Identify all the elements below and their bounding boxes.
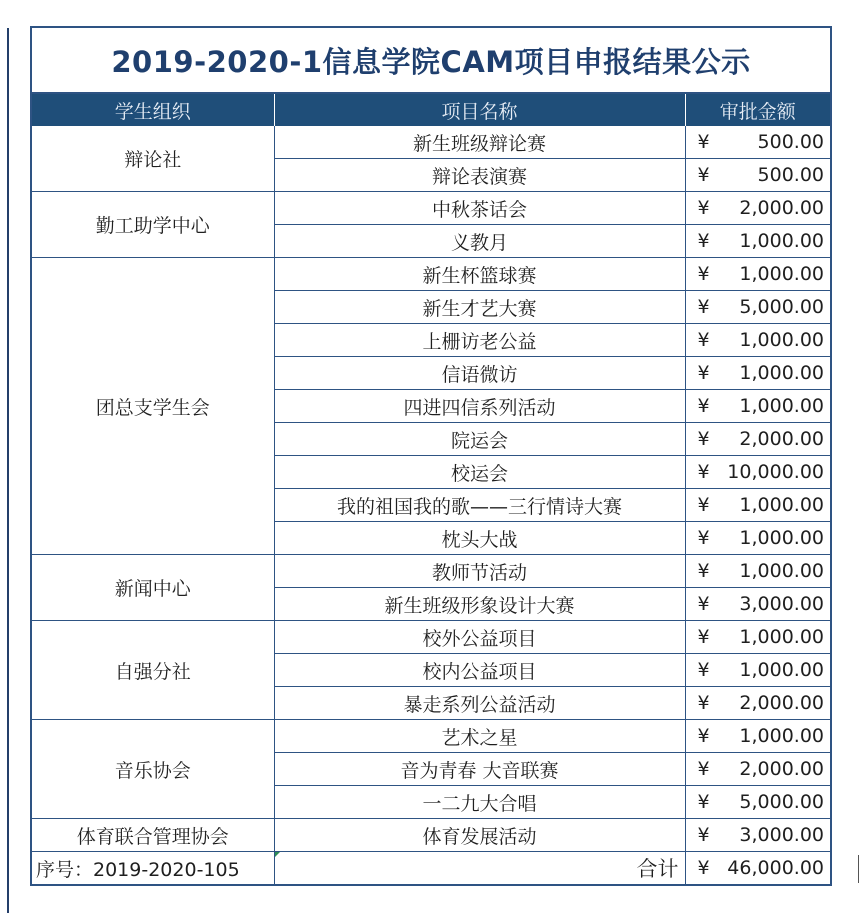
amount-cell[interactable] <box>685 126 830 159</box>
amount-value: 500.00 <box>757 131 824 153</box>
amount-value: 5,000.00 <box>739 296 824 318</box>
project-cell[interactable]: 校运会 <box>274 456 685 489</box>
currency-symbol: ¥ <box>697 164 710 186</box>
currency-symbol: ¥ <box>697 824 710 846</box>
table-row <box>32 555 830 588</box>
amount-value: 1,000.00 <box>739 230 824 252</box>
amount-cell[interactable] <box>685 324 830 357</box>
currency-symbol: ¥ <box>697 626 710 648</box>
project-cell[interactable]: 教师节活动 <box>274 555 685 588</box>
project-cell[interactable]: 上栅访老公益 <box>274 324 685 357</box>
currency-symbol: ¥ <box>697 527 710 549</box>
announcement-sheet <box>30 26 832 886</box>
currency-symbol: ¥ <box>697 329 710 351</box>
table-row <box>32 720 830 753</box>
currency-symbol: ¥ <box>697 461 710 483</box>
header-amount: 审批金额 <box>685 94 830 126</box>
amount-cell[interactable] <box>685 786 830 819</box>
amount-cell[interactable] <box>685 225 830 258</box>
project-cell[interactable]: 枕头大战 <box>274 522 685 555</box>
project-cell[interactable]: 校外公益项目 <box>274 621 685 654</box>
project-cell[interactable]: 辩论表演赛 <box>274 159 685 192</box>
results-table <box>32 94 830 884</box>
page-title: 2019-2020-1信息学院CAM项目申报结果公示 <box>32 28 830 94</box>
header-project: 项目名称 <box>274 94 685 126</box>
project-cell[interactable]: 暴走系列公益活动 <box>274 687 685 720</box>
currency-symbol: ¥ <box>697 362 710 384</box>
org-cell[interactable]: 体育联合管理协会 <box>32 819 274 852</box>
org-cell[interactable]: 辩论社 <box>32 126 274 192</box>
amount-value: 1,000.00 <box>739 527 824 549</box>
project-cell[interactable]: 校内公益项目 <box>274 654 685 687</box>
amount-cell[interactable] <box>685 357 830 390</box>
currency-symbol: ¥ <box>697 131 710 153</box>
left-gridline <box>7 28 9 913</box>
header-org: 学生组织 <box>32 94 274 126</box>
table-row <box>32 258 830 291</box>
amount-cell[interactable] <box>685 621 830 654</box>
table-body <box>32 126 830 884</box>
amount-value: 3,000.00 <box>739 593 824 615</box>
org-cell[interactable]: 自强分社 <box>32 621 274 720</box>
project-cell[interactable]: 四进四信系列活动 <box>274 390 685 423</box>
currency-symbol: ¥ <box>697 791 710 813</box>
org-cell[interactable]: 音乐协会 <box>32 720 274 819</box>
currency-symbol: ¥ <box>697 758 710 780</box>
project-cell[interactable]: 中秋茶话会 <box>274 192 685 225</box>
currency-symbol: ¥ <box>697 725 710 747</box>
currency-symbol: ¥ <box>697 263 710 285</box>
total-label: 合计 <box>636 857 679 881</box>
table-row <box>32 192 830 225</box>
currency-symbol: ¥ <box>697 197 710 219</box>
amount-value: 2,000.00 <box>739 692 824 714</box>
amount-value: 1,000.00 <box>739 725 824 747</box>
org-cell[interactable]: 新闻中心 <box>32 555 274 621</box>
amount-cell[interactable] <box>685 192 830 225</box>
currency-symbol: ¥ <box>697 857 710 879</box>
currency-symbol: ¥ <box>697 230 710 252</box>
amount-value: 2,000.00 <box>739 428 824 450</box>
amount-value: 1,000.00 <box>739 494 824 516</box>
currency-symbol: ¥ <box>697 395 710 417</box>
amount-value: 1,000.00 <box>739 659 824 681</box>
amount-value: 1,000.00 <box>739 560 824 582</box>
project-cell[interactable]: 音为青春 大音联赛 <box>274 753 685 786</box>
serial-number[interactable]: 序号：2019-2020-105 <box>32 852 274 885</box>
project-cell[interactable]: 艺术之星 <box>274 720 685 753</box>
table-row <box>32 621 830 654</box>
project-cell[interactable]: 新生班级形象设计大赛 <box>274 588 685 621</box>
amount-value: 1,000.00 <box>739 263 824 285</box>
amount-cell[interactable] <box>685 291 830 324</box>
amount-cell[interactable] <box>685 456 830 489</box>
project-cell[interactable]: 院运会 <box>274 423 685 456</box>
table-row <box>32 819 830 852</box>
amount-value: 1,000.00 <box>739 329 824 351</box>
amount-value: 2,000.00 <box>739 197 824 219</box>
amount-cell[interactable] <box>685 390 830 423</box>
org-cell[interactable]: 团总支学生会 <box>32 258 274 555</box>
amount-value: 10,000.00 <box>727 461 824 483</box>
project-cell[interactable]: 体育发展活动 <box>274 819 685 852</box>
amount-value: 3,000.00 <box>739 824 824 846</box>
amount-value: 1,000.00 <box>739 626 824 648</box>
amount-cell[interactable] <box>685 159 830 192</box>
amount-cell[interactable] <box>685 654 830 687</box>
amount-cell[interactable] <box>685 489 830 522</box>
currency-symbol: ¥ <box>697 692 710 714</box>
total-amount: 46,000.00 <box>727 857 824 879</box>
currency-symbol: ¥ <box>697 560 710 582</box>
amount-cell[interactable] <box>685 258 830 291</box>
project-cell[interactable]: 信语微访 <box>274 357 685 390</box>
amount-cell[interactable] <box>685 423 830 456</box>
currency-symbol: ¥ <box>697 494 710 516</box>
amount-value: 500.00 <box>757 164 824 186</box>
total-amount-cell[interactable] <box>685 852 830 885</box>
currency-symbol: ¥ <box>697 659 710 681</box>
amount-cell[interactable] <box>685 753 830 786</box>
amount-value: 1,000.00 <box>739 395 824 417</box>
currency-symbol: ¥ <box>697 428 710 450</box>
currency-symbol: ¥ <box>697 296 710 318</box>
project-cell[interactable]: 新生才艺大赛 <box>274 291 685 324</box>
org-cell[interactable]: 勤工助学中心 <box>32 192 274 258</box>
cell-comment-marker <box>275 852 280 857</box>
amount-cell[interactable] <box>685 720 830 753</box>
amount-cell[interactable] <box>685 588 830 621</box>
amount-cell[interactable] <box>685 687 830 720</box>
amount-cell[interactable] <box>685 522 830 555</box>
right-gridline <box>858 855 859 883</box>
total-label-cell[interactable] <box>274 852 685 885</box>
amount-value: 5,000.00 <box>739 791 824 813</box>
project-cell[interactable]: 一二九大合唱 <box>274 786 685 819</box>
table-row <box>32 126 830 159</box>
amount-cell[interactable] <box>685 819 830 852</box>
project-cell[interactable]: 新生杯篮球赛 <box>274 258 685 291</box>
amount-cell[interactable] <box>685 555 830 588</box>
project-cell[interactable]: 我的祖国我的歌——三行情诗大赛 <box>274 489 685 522</box>
project-cell[interactable]: 义教月 <box>274 225 685 258</box>
total-row <box>32 852 830 885</box>
project-cell[interactable]: 新生班级辩论赛 <box>274 126 685 159</box>
currency-symbol: ¥ <box>697 593 710 615</box>
header-row <box>32 94 830 126</box>
amount-value: 1,000.00 <box>739 362 824 384</box>
amount-value: 2,000.00 <box>739 758 824 780</box>
